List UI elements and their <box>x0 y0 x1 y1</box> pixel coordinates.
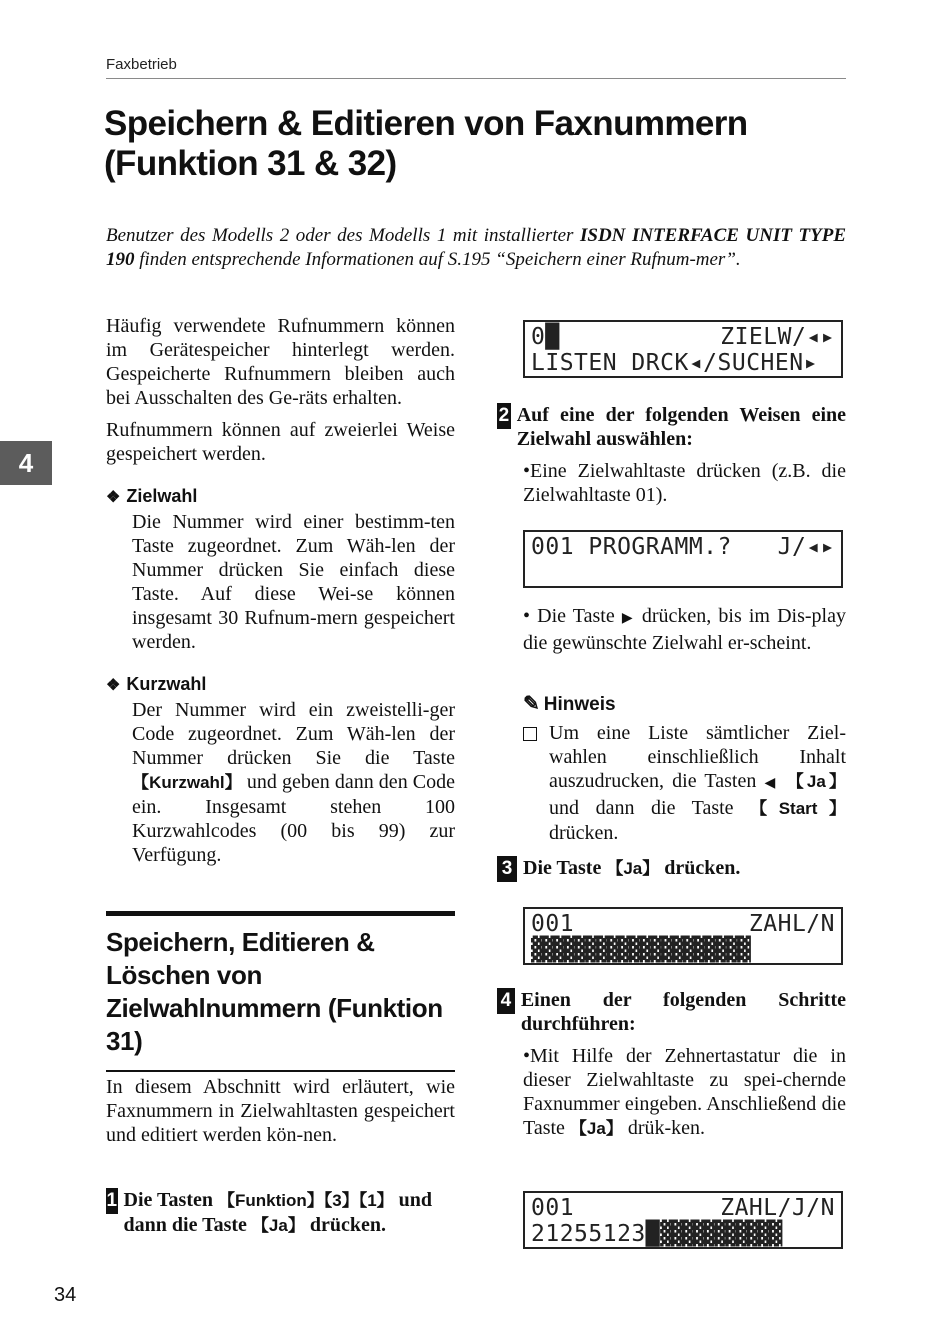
step-bullet <box>523 1044 846 1141</box>
hint-text <box>549 721 846 845</box>
kurzwahl-text-1: Der Nummer wird ein zweistelli-ger Code zugeordnet. Zum Wäh-len der Nummer drücken Sie die Taste <box>132 699 455 769</box>
key-ja: 【Ja】 <box>569 1119 623 1138</box>
paragraph: Häufig verwendete Rufnummern können im Gerätespeicher hinterlegt werden. Gespeicherte Rufnummern bleiben auch bei Ausschalten des Ge-räts erhalten. <box>106 315 455 409</box>
section-heading-box <box>106 911 455 1072</box>
subheading-kurzwahl <box>106 672 455 698</box>
step-2 <box>497 403 846 507</box>
step-text-part: drücken. <box>304 1214 386 1236</box>
right-arrow-icon: ▶ <box>621 611 635 626</box>
lcd-text: LISTEN DRCK◂/SUCHEN▸ <box>531 350 818 376</box>
key-funktion-3-1: 【Funktion】【3】【1】 <box>217 1191 394 1210</box>
hint-label: Hinweis <box>543 694 616 715</box>
lcd-text: ZIELW/◂▸ <box>720 324 835 350</box>
lcd-display-1 <box>523 320 843 378</box>
step-text-part: drücken. <box>659 857 741 879</box>
intro-note <box>106 224 846 272</box>
intro-product-name: ISDN INTERFACE UNIT TYPE 190 <box>106 225 846 270</box>
hint-heading <box>523 692 846 717</box>
step-heading: Auf eine der folgenden Weisen eine Zielwahl auswählen: <box>516 404 846 450</box>
hint-text-part: und dann die Taste <box>549 797 751 819</box>
lcd-display-3 <box>523 907 843 965</box>
step-2-bullet-2 <box>523 604 846 655</box>
lcd-text: 0█ <box>531 324 560 350</box>
key-start: 【Start】 <box>750 799 846 818</box>
bullet-text: drücken, bis im Dis-play die gewünschte Zielwahl er-scheint. <box>523 605 846 654</box>
page-number: 34 <box>54 1284 77 1306</box>
subheading-label: Zielwahl <box>126 486 198 506</box>
lcd-text: 001 <box>531 1195 575 1221</box>
intro-text-2: finden entsprechende Informationen auf S.195 “Speichern einer Rufnum-mer”. <box>134 249 741 270</box>
key-ja: 【Ja】 <box>786 772 847 791</box>
left-column <box>106 314 455 867</box>
lcd-display-2 <box>523 530 843 588</box>
step-heading: Einen der folgenden Schritte durchführen: <box>520 989 846 1035</box>
step-text-part: und dann die Taste <box>123 1189 433 1236</box>
hint-box <box>523 692 846 845</box>
step-text <box>523 856 740 882</box>
step-4 <box>497 988 846 1141</box>
diamond-bullet-icon: ❖ <box>106 677 121 694</box>
key-ja: 【Ja】 <box>251 1216 305 1235</box>
subheading-zielwahl <box>106 484 455 510</box>
step-bullet: •Eine Zielwahltaste drücken (z.B. die Zielwahltaste 01). <box>523 460 846 506</box>
hint-text-part: Um eine Liste sämtlicher Ziel-wahlen einschließlich Inhalt auszudrucken, die Tasten <box>549 722 846 792</box>
page-title-line1: Speichern & Editieren von Faxnummern <box>104 104 748 143</box>
step-text-part: Die Taste <box>523 857 607 879</box>
diamond-bullet-icon: ❖ <box>106 489 121 506</box>
hint-text-part: drücken. <box>549 822 619 844</box>
step-number: 1 <box>106 1188 118 1214</box>
chapter-tab: 4 <box>0 441 52 485</box>
left-arrow-icon: ◀ <box>764 776 779 791</box>
lcd-input-blocks: ▓▓▓▓▓▓▓▓▓▓▓▓▓▓▓▓▓▓▓▓ <box>531 937 748 963</box>
lcd-text: 001 <box>531 911 575 937</box>
running-head: Faxbetrieb <box>106 56 846 79</box>
page-title <box>104 104 864 184</box>
subheading-label: Kurzwahl <box>126 674 207 694</box>
step-1 <box>106 1188 455 1238</box>
step-text-part: Die Tasten <box>123 1189 218 1211</box>
pencil-icon: ✎ <box>523 693 540 715</box>
step-number: 4 <box>497 988 515 1014</box>
page-title-line2: (Funktion 31 & 32) <box>104 144 397 183</box>
section-title: Speichern, Editieren & Löschen von Zielwahlnummern (Funktion 31) <box>106 927 443 1056</box>
key-ja: 【Ja】 <box>606 859 660 878</box>
kurzwahl-text <box>132 698 455 867</box>
checkbox-bullet-icon <box>523 727 537 741</box>
section-intro: In diesem Abschnitt wird erläutert, wie Faxnummern in Zielwahltasten gespeichert und editiert werden kön-nen. <box>106 1076 455 1146</box>
lcd-number: 21255123█ <box>531 1221 661 1247</box>
lcd-text: ZAHL/J/N <box>720 1195 835 1221</box>
paragraph: Rufnummern können auf zweierlei Weise gespeichert werden. <box>106 419 455 465</box>
step-number: 2 <box>497 403 511 429</box>
intro-text: Benutzer des Modells 2 oder des Modells 1 mit installierter <box>106 225 580 246</box>
step-3 <box>497 856 846 882</box>
lcd-text: ZAHL/N <box>748 911 835 937</box>
zielwahl-text: Die Nummer wird einer bestimm-ten Taste zugeordnet. Zum Wäh-len der Nummer drücken Sie einfach diese Taste. Auf diese Wei-se können insgesamt 30 Rufnum-mern gespeichert werden. <box>132 511 455 653</box>
bullet-text: •Mit Hilfe der Zehnertastatur die in dieser Zielwahltaste zu spei-chernde Faxnummer eingeben. Anschließend die Taste <box>523 1045 846 1139</box>
step-text <box>124 1188 455 1238</box>
lcd-input-blocks: ▓▓▓▓▓▓▓▓▓▓▓ <box>660 1221 780 1247</box>
kurzwahl-text-2: und geben dann den Code ein. Insgesamt stehen 100 Kurzwahlcodes (00 bis 99) zur Verfügung. <box>132 771 455 866</box>
bullet-text: drük-ken. <box>622 1117 706 1139</box>
lcd-text: 001 PROGRAMM.? <box>531 534 732 560</box>
key-kurzwahl: 【Kurzwahl】 <box>132 773 242 792</box>
lcd-text: J/◂▸ <box>777 534 835 560</box>
bullet-text: • Die Taste <box>523 605 622 627</box>
lcd-display-4 <box>523 1191 843 1249</box>
step-number: 3 <box>497 856 517 882</box>
